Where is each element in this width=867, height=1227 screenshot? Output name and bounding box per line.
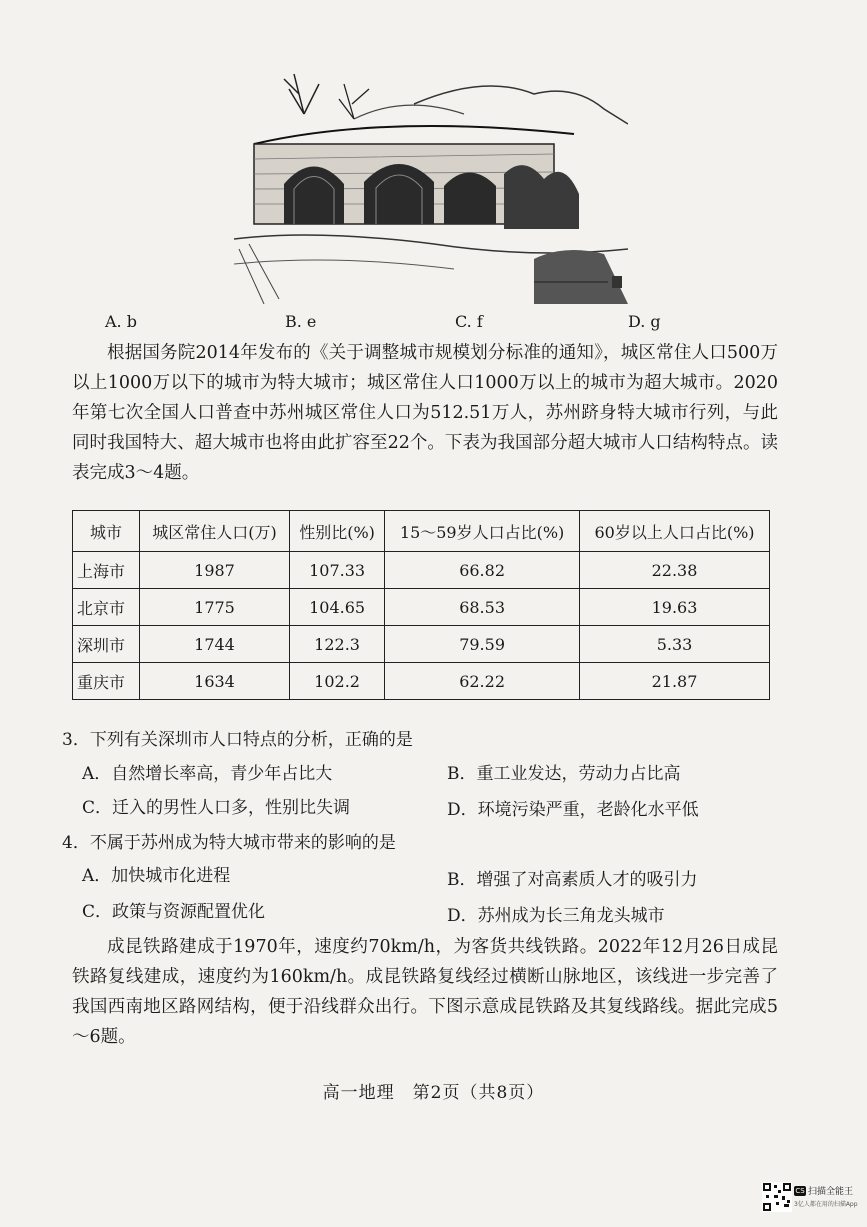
scanner-app-tagline: 3亿人都在用的扫描App <box>794 1201 858 1208</box>
camscanner-logo-icon: CS <box>795 1187 805 1195</box>
q3-stem: 3．下列有关深圳市人口特点的分析，正确的是 <box>62 730 413 750</box>
table-cell: 1744 <box>140 626 290 663</box>
q3-option-c: C．迁入的男性人口多，性别比失调 <box>82 798 351 818</box>
table-cell: 1775 <box>140 589 290 626</box>
table-cell: 62.22 <box>385 663 580 700</box>
table-cell: 22.38 <box>580 552 770 589</box>
table-cell: 北京市 <box>73 589 140 626</box>
q4-option-a: A．加快城市化进程 <box>82 866 231 886</box>
q4-stem: 4．不属于苏州成为特大城市带来的影响的是 <box>62 833 396 853</box>
table-cell: 79.59 <box>385 626 580 663</box>
qr-code-icon <box>762 1182 792 1212</box>
table-cell: 重庆市 <box>73 663 140 700</box>
q3-option-d: D．环境污染严重，老龄化水平低 <box>447 800 699 820</box>
table-cell: 66.82 <box>385 552 580 589</box>
table-cell: 1987 <box>140 552 290 589</box>
table-cell: 5.33 <box>580 626 770 663</box>
q2-options <box>100 312 720 334</box>
q4-option-b: B．增强了对高素质人才的吸引力 <box>447 870 698 890</box>
table-row <box>73 626 770 663</box>
table-cell: 122.3 <box>290 626 385 663</box>
q4-option-c: C．政策与资源配置优化 <box>82 902 266 922</box>
q3-option-b: B．重工业发达，劳动力占比高 <box>447 764 681 784</box>
table-row <box>73 552 770 589</box>
city-population-table <box>72 510 770 700</box>
table-cell: 107.33 <box>290 552 385 589</box>
q2-option-c: C. f <box>455 312 483 331</box>
q2-option-a: A. b <box>105 312 137 331</box>
q2-option-d: D. g <box>628 312 661 331</box>
table-cell: 1634 <box>140 663 290 700</box>
page-footer: 高一地理 第2页（共8页） <box>322 1083 545 1103</box>
table-header: 15～59岁人口占比(%) <box>385 511 580 552</box>
table-header: 性别比(%) <box>290 511 385 552</box>
table-header-row <box>73 511 770 552</box>
table-cell: 68.53 <box>385 589 580 626</box>
table-cell: 19.63 <box>580 589 770 626</box>
railway-paragraph: 成昆铁路建成于1970年，速度约70km/h，为客货共线铁路。2022年12月26日成昆铁路复线建成，速度约为160km/h。成昆铁路复线经过横断山脉地区，该线进一步完善了我国西南地区路网结构，便于沿线群众出行。下图示意成昆铁路及其复线路线。据此完成5～6题。 <box>72 937 778 1047</box>
table-header: 60岁以上人口占比(%) <box>580 511 770 552</box>
intro-paragraph: 根据国务院2014年发布的《关于调整城市规模划分标准的通知》，城区常住人口500万以上1000万以下的城市为特大城市；城区常住人口1000万以上的城市为超大城市。2020年第七次全国人口普查中苏州城区常住人口为512.51万人，苏州跻身特大城市行列，与此同时我国特大、超大城市也将由此扩容至22个。下表为我国部分超大城市人口结构特点。读表完成3～4题。 <box>72 343 778 483</box>
cave-dwelling-illustration <box>234 64 628 304</box>
q3-option-a: A．自然增长率高，青少年占比大 <box>82 764 333 784</box>
q2-option-b: B. e <box>285 312 317 331</box>
q4-option-d: D．苏州成为长三角龙头城市 <box>447 906 665 926</box>
table-cell: 深圳市 <box>73 626 140 663</box>
scanner-app-name: 扫描全能王 <box>808 1187 854 1197</box>
table-header: 城区常住人口(万) <box>140 511 290 552</box>
table-row <box>73 589 770 626</box>
table-cell: 104.65 <box>290 589 385 626</box>
table-cell: 上海市 <box>73 552 140 589</box>
table-cell: 102.2 <box>290 663 385 700</box>
table-header: 城市 <box>73 511 140 552</box>
scanner-watermark <box>762 1182 860 1222</box>
table-cell: 21.87 <box>580 663 770 700</box>
table-row <box>73 663 770 700</box>
